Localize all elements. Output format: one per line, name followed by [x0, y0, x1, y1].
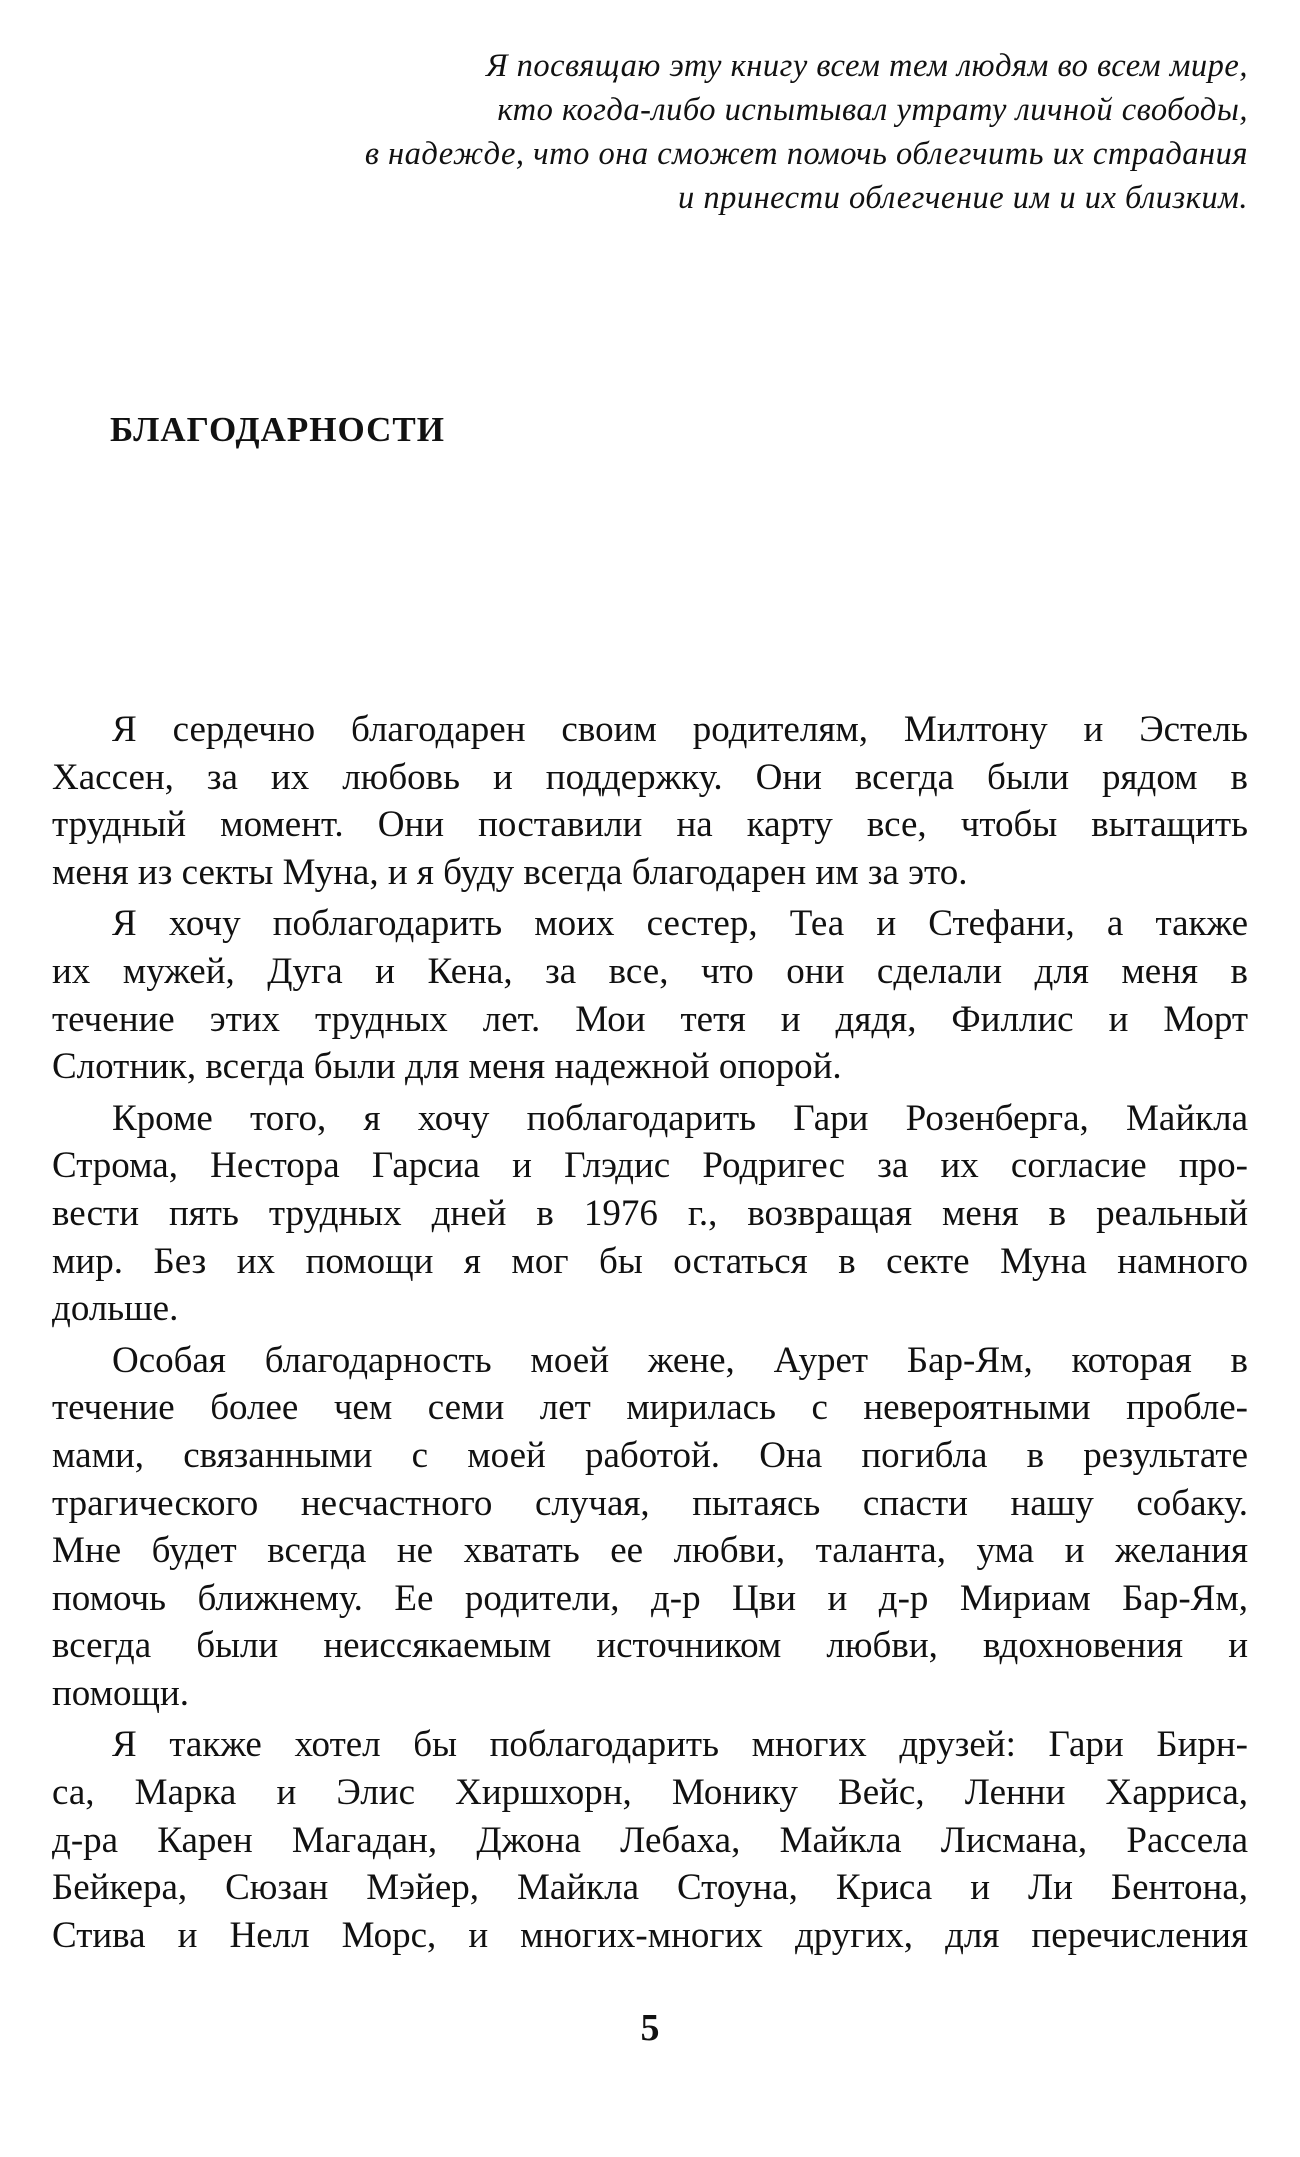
text-line: Я сердечно благодарен своим родителям, Милтону и Эстель: [112, 709, 1248, 750]
dedication-line: Я посвящаю эту книгу всем тем людям во всем мире,: [486, 48, 1248, 84]
paragraph-deprogrammers: [52, 1095, 1248, 1333]
text-line: дольше.: [52, 1288, 179, 1330]
paragraph-friends: [52, 1721, 1248, 1959]
text-line: помочь ближнему. Ее родители, д-р Цви и д-р Мириам Бар-Ям,: [52, 1577, 1248, 1619]
text-line: Хассен, за их любовь и поддержку. Они всегда были рядом в: [52, 756, 1248, 798]
text-line: трагического несчастного случая, пытаясь спасти нашу собаку.: [52, 1482, 1248, 1524]
text-line: са, Марка и Элис Хиршхорн, Монику Вейс, Ленни Харриса,: [52, 1772, 1248, 1814]
text-line: Я хочу поблагодарить моих сестер, Теа и Стефани, а также: [112, 903, 1248, 945]
text-line: Кроме того, я хочу поблагодарить Гари Розенберга, Майкла: [112, 1097, 1248, 1139]
dedication-line: в надежде, что она сможет помочь облегчить их страдания: [364, 136, 1248, 172]
paragraph-parents: [52, 706, 1248, 896]
text-line: вести пять трудных дней в 1976 г., возвращая меня в реальный: [52, 1192, 1248, 1234]
text-line: помощи.: [52, 1672, 190, 1714]
paragraph-wife: [52, 1337, 1248, 1718]
text-line: мир. Без их помощи я мог бы остаться в секте Муна намного: [52, 1240, 1248, 1282]
text-line: д-ра Карен Магадан, Джона Лебаха, Майкла Лисмана, Рассела: [52, 1819, 1248, 1861]
text-line: течение этих трудных лет. Мои тетя и дядя, Филлис и Морт: [52, 998, 1248, 1040]
paragraph-sisters: [52, 900, 1248, 1090]
text-line: Бейкера, Сюзан Мэйер, Майкла Стоуна, Криса и Ли Бентона,: [52, 1867, 1248, 1909]
dedication-epigraph: [150, 44, 1248, 220]
section-heading: БЛАГОДАРНОСТИ: [110, 410, 445, 449]
text-line: Строма, Нестора Гарсиа и Глэдис Родригес за их согласие про-: [52, 1145, 1248, 1187]
text-line: Мне будет всегда не хватать ее любви, таланта, ума и желания: [52, 1530, 1248, 1572]
text-line: Стива и Нелл Морс, и многих-многих других, для перечисления: [52, 1914, 1248, 1956]
text-line: Слотник, всегда были для меня надежной опорой.: [52, 1046, 842, 1088]
text-line: всегда были неиссякаемым источником любви, вдохновения и: [52, 1625, 1248, 1667]
dedication-line: и принести облегчение им и их близким.: [677, 180, 1248, 216]
text-line: трудный момент. Они поставили на карту все, чтобы вытащить: [52, 804, 1248, 846]
text-line: течение более чем семи лет мирилась с невероятными пробле-: [52, 1387, 1248, 1429]
text-line: Я также хотел бы поблагодарить многих друзей: Гари Бирн-: [112, 1724, 1248, 1766]
text-line: меня из секты Муна, и я буду всегда благодарен им за это.: [52, 851, 968, 893]
text-line: мами, связанными с моей работой. Она погибла в результате: [52, 1434, 1248, 1476]
page-number: 5: [640, 2007, 660, 2049]
dedication-line: кто когда-либо испытывал утрату личной свободы,: [497, 92, 1248, 128]
text-line: Особая благодарность моей жене, Аурет Бар-Ям, которая в: [112, 1339, 1248, 1381]
acknowledgements-body: [52, 706, 1248, 1963]
text-line: их мужей, Дуга и Кена, за все, что они сделали для меня в: [52, 950, 1248, 992]
